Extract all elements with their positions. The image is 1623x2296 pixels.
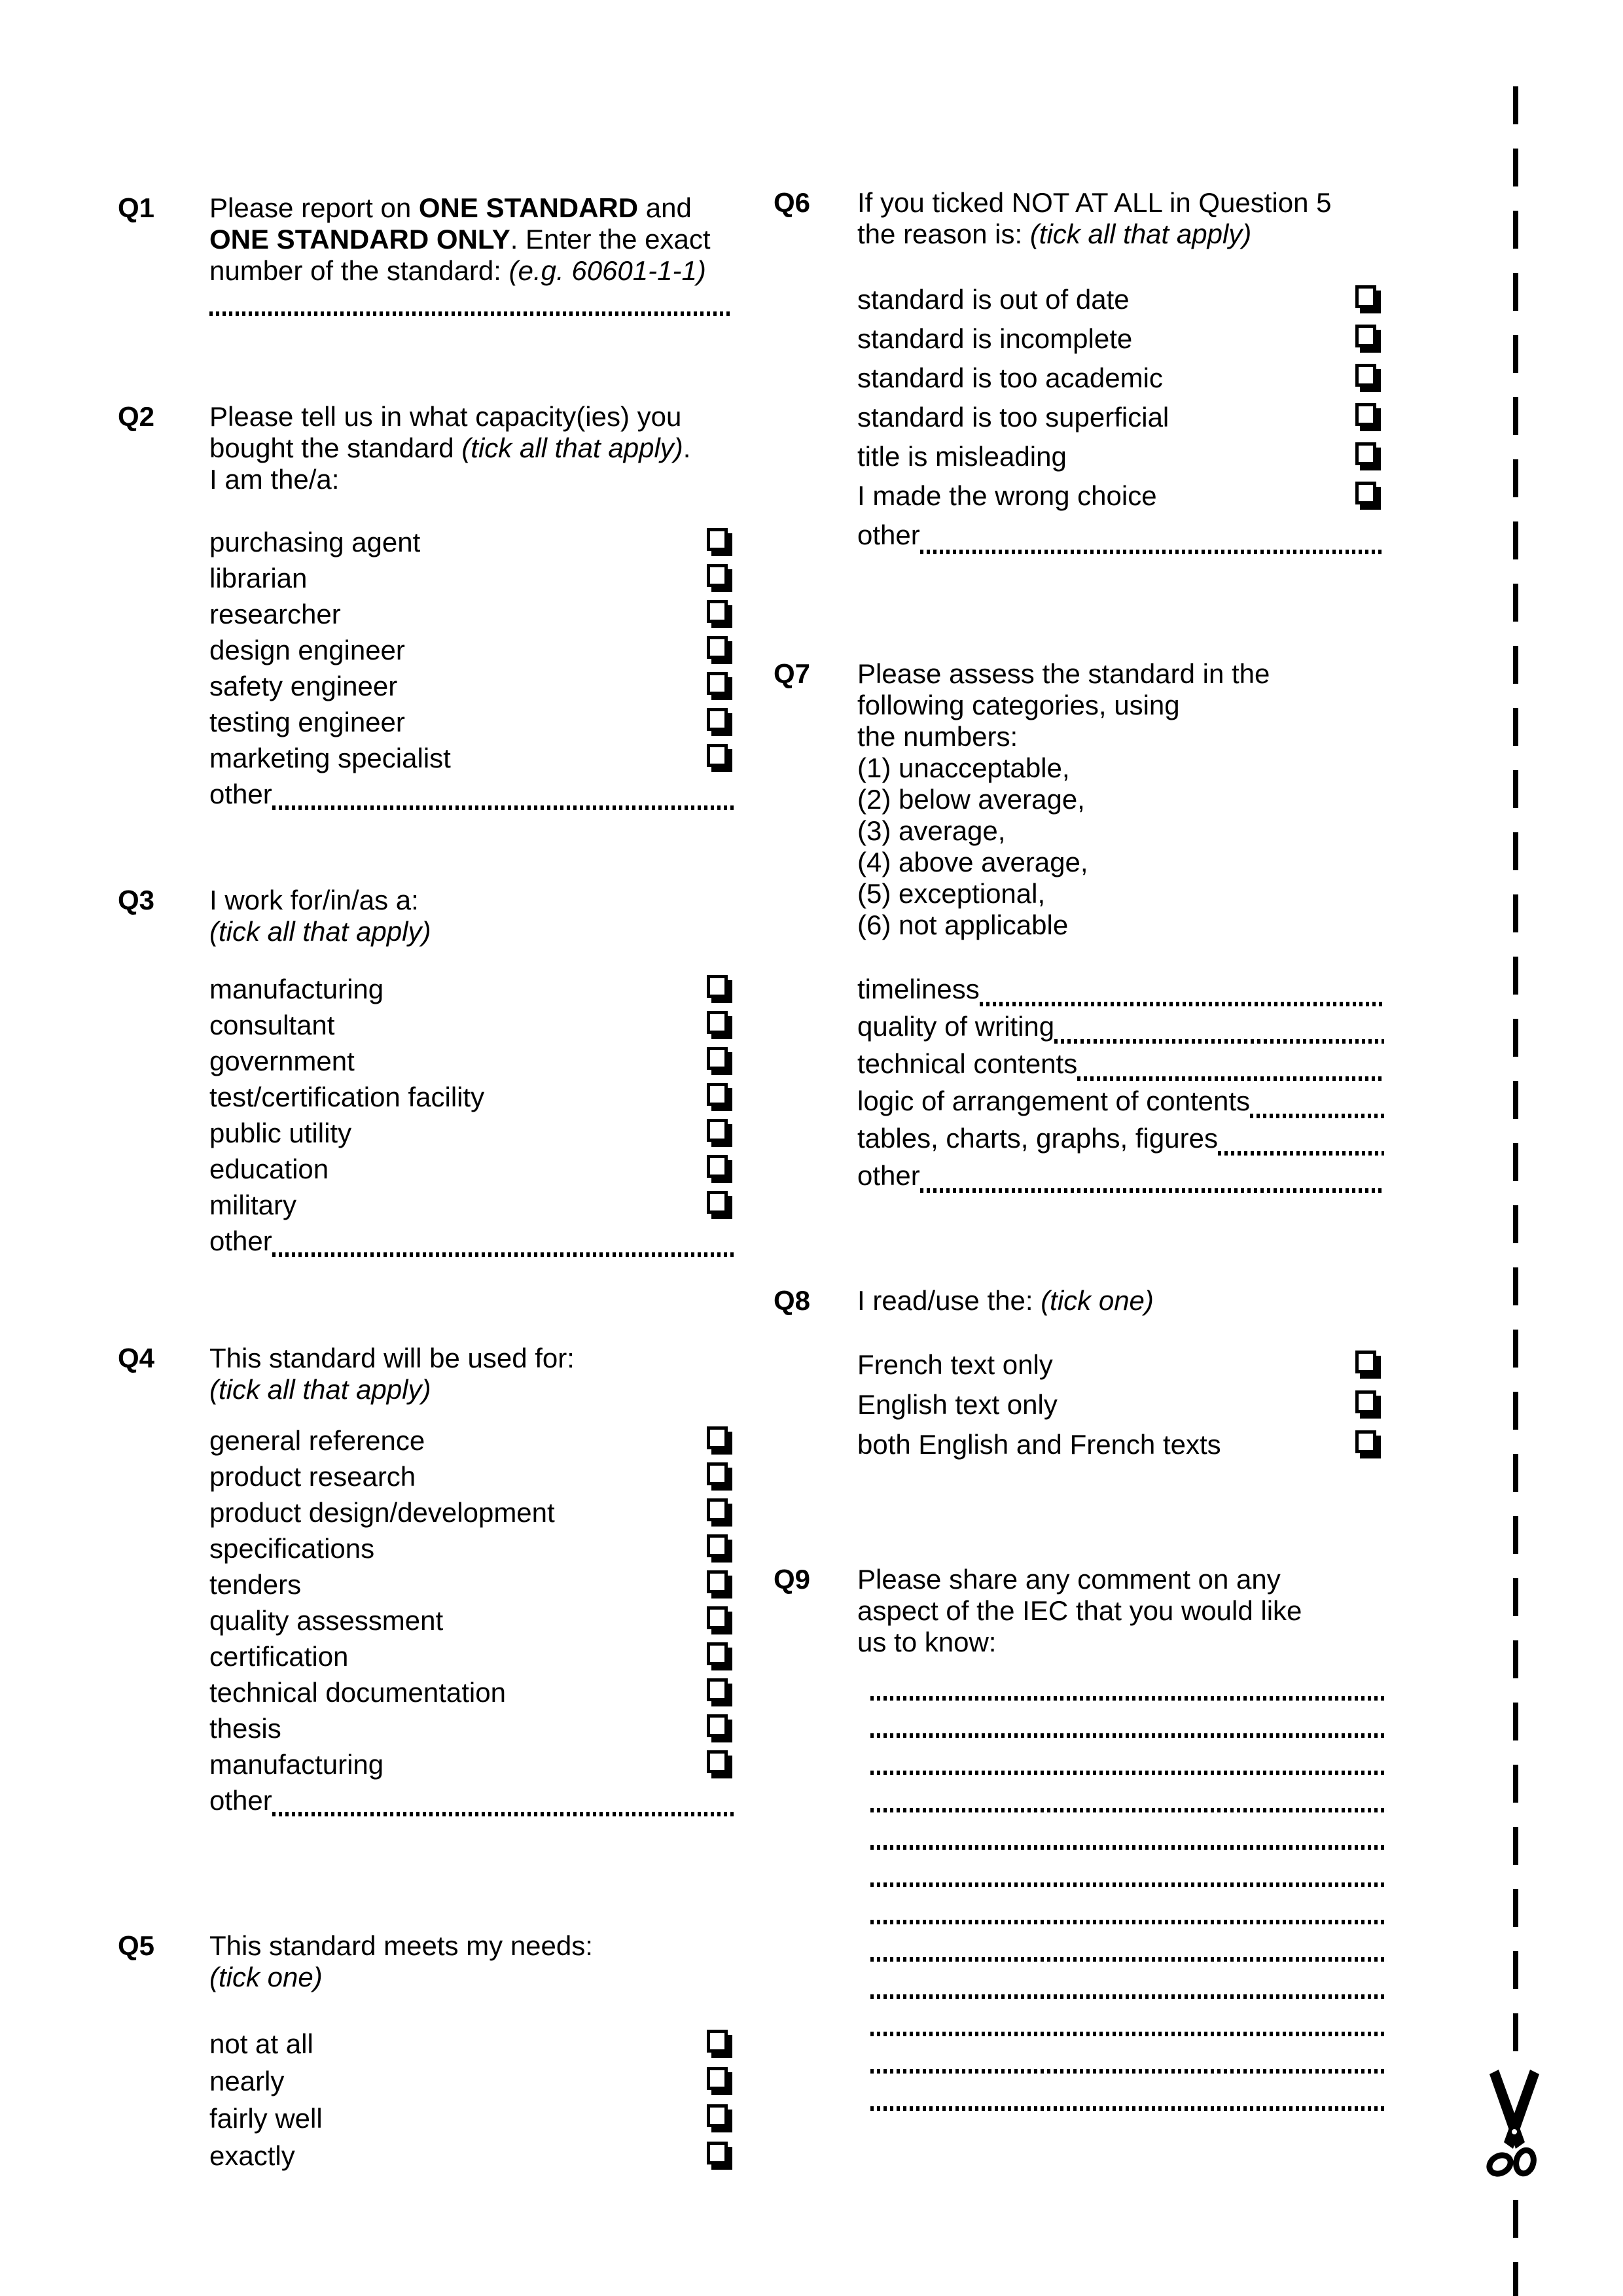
rating-item-label: logic of arrangement of contents xyxy=(857,1086,1251,1116)
question-text-line: following categories, using xyxy=(857,690,1180,720)
option-label: librarian xyxy=(209,563,308,593)
option-row xyxy=(209,563,736,599)
question-text-line xyxy=(209,433,736,464)
question-q2 xyxy=(118,401,736,815)
question-body xyxy=(857,1285,1384,1469)
rating-item-label: quality of writing xyxy=(857,1011,1055,1042)
option-label: I made the wrong choice xyxy=(857,480,1157,511)
option-label: researcher xyxy=(209,599,341,629)
question-text-line: I work for/in/as a: xyxy=(209,885,419,915)
comment-blank-line[interactable] xyxy=(870,1920,1384,1924)
checkbox[interactable] xyxy=(707,1119,728,1142)
comment-lines xyxy=(857,1696,1384,2111)
comment-blank-line[interactable] xyxy=(870,2032,1384,2036)
option-label: English text only xyxy=(857,1389,1058,1420)
comment-blank-line[interactable] xyxy=(870,2106,1384,2111)
question-number: Q8 xyxy=(774,1285,811,1316)
option-row xyxy=(209,2066,736,2103)
option-label: other xyxy=(209,1226,272,1256)
other-blank-line[interactable] xyxy=(272,1252,736,1257)
option-row xyxy=(857,1349,1384,1389)
question-body xyxy=(209,192,736,316)
text-run-italic: (e.g. 60601-1-1) xyxy=(508,255,706,286)
text-run-bold: ONE STANDARD ONLY xyxy=(209,224,510,255)
option-label: specifications xyxy=(209,1533,375,1564)
checkbox[interactable] xyxy=(1355,1430,1376,1453)
text-run-italic: (tick one) xyxy=(1041,1285,1154,1316)
option-label: manufacturing xyxy=(209,974,384,1004)
question-text-line xyxy=(209,192,736,224)
option-label: other xyxy=(209,779,272,809)
question-number: Q1 xyxy=(118,192,155,223)
checkbox[interactable] xyxy=(707,2030,728,2053)
comment-blank-line[interactable] xyxy=(870,1994,1384,1999)
text-run: the reason is: xyxy=(857,219,1030,249)
checkbox[interactable] xyxy=(707,1083,728,1106)
option-row xyxy=(209,2028,736,2066)
option-label: education xyxy=(209,1154,329,1184)
question-q4 xyxy=(118,1343,736,1821)
option-row xyxy=(209,1046,736,1082)
question-text-line: (5) exceptional, xyxy=(857,878,1046,909)
other-blank-line[interactable] xyxy=(272,805,736,810)
text-run-bold: ONE STANDARD xyxy=(418,192,639,223)
rating-blank-line[interactable] xyxy=(1218,1151,1384,1156)
question-body xyxy=(209,1930,736,2178)
text-run: . xyxy=(683,433,691,463)
question-text-line: If you ticked NOT AT ALL in Question 5 xyxy=(857,187,1332,218)
question-number: Q5 xyxy=(118,1930,155,1961)
option-label: tenders xyxy=(209,1569,302,1600)
option-row xyxy=(209,671,736,707)
comment-blank-line[interactable] xyxy=(870,1957,1384,1962)
rating-blank-line[interactable] xyxy=(1054,1039,1384,1044)
question-q6 xyxy=(774,187,1384,559)
question-text-line xyxy=(857,219,1384,250)
rating-item-row xyxy=(857,1160,1384,1197)
option-row xyxy=(209,1010,736,1046)
checkbox[interactable] xyxy=(707,708,728,731)
option-row xyxy=(857,402,1384,441)
option-label: other xyxy=(857,520,920,550)
question-text-line: This standard meets my needs: xyxy=(209,1930,593,1961)
option-row-other xyxy=(209,1785,736,1821)
question-text-line: the numbers: xyxy=(857,721,1018,752)
question-text-line-italic: (tick all that apply) xyxy=(209,1374,431,1405)
option-row xyxy=(857,441,1384,480)
option-label: standard is out of date xyxy=(857,284,1130,315)
rating-blank-line[interactable] xyxy=(920,1188,1384,1193)
option-row xyxy=(209,599,736,635)
option-label: test/certification facility xyxy=(209,1082,485,1112)
checkbox[interactable] xyxy=(707,1714,728,1737)
question-text-line: I am the/a: xyxy=(209,464,340,495)
option-list xyxy=(209,974,736,1262)
question-text-line: aspect of the IEC that you would like xyxy=(857,1595,1302,1626)
rating-item-row xyxy=(857,1086,1384,1123)
option-label: general reference xyxy=(209,1425,425,1456)
checkbox[interactable] xyxy=(707,1462,728,1485)
option-label: testing engineer xyxy=(209,707,405,737)
comment-blank-line[interactable] xyxy=(870,1845,1384,1850)
text-run-italic: (tick all that apply) xyxy=(1029,219,1252,249)
option-row xyxy=(209,635,736,671)
option-label: fairly well xyxy=(209,2103,323,2134)
checkbox[interactable] xyxy=(707,1498,728,1521)
rating-blank-line[interactable] xyxy=(1250,1114,1384,1118)
other-blank-line[interactable] xyxy=(920,550,1384,554)
question-text-line: (1) unacceptable, xyxy=(857,752,1070,783)
option-label: product research xyxy=(209,1461,416,1492)
option-label: safety engineer xyxy=(209,671,398,701)
checkbox[interactable] xyxy=(707,744,728,767)
comment-blank-line[interactable] xyxy=(870,1771,1384,1775)
question-text-line: (2) below average, xyxy=(857,784,1085,815)
option-row-other xyxy=(857,520,1384,559)
question-text-line: Please tell us in what capacity(ies) you xyxy=(209,401,682,432)
option-row xyxy=(209,527,736,563)
checkbox[interactable] xyxy=(707,1047,728,1070)
comment-blank-line[interactable] xyxy=(870,2069,1384,2074)
checkbox[interactable] xyxy=(707,1570,728,1593)
checkbox[interactable] xyxy=(707,600,728,623)
checkbox[interactable] xyxy=(1355,285,1376,308)
option-label: other xyxy=(209,1785,272,1816)
checkbox[interactable] xyxy=(707,1750,728,1773)
question-text-line: (3) average, xyxy=(857,815,1006,846)
text-run-italic: (tick all that apply) xyxy=(461,433,683,463)
option-row xyxy=(209,1425,736,1461)
question-text-line xyxy=(209,255,736,287)
option-row xyxy=(209,1190,736,1226)
question-body xyxy=(857,187,1384,559)
question-q1 xyxy=(118,192,736,316)
checkbox[interactable] xyxy=(707,975,728,998)
rating-item-label: tables, charts, graphs, figures xyxy=(857,1123,1218,1154)
checkbox[interactable] xyxy=(707,1678,728,1701)
option-row xyxy=(209,1605,736,1641)
checkbox[interactable] xyxy=(1355,364,1376,387)
option-row xyxy=(857,480,1384,520)
question-text-line-italic: (tick all that apply) xyxy=(209,916,431,947)
option-label: both English and French texts xyxy=(857,1429,1221,1460)
checkbox[interactable] xyxy=(707,1155,728,1178)
option-label: government xyxy=(209,1046,355,1076)
question-q9 xyxy=(774,1564,1384,2144)
rating-item-row xyxy=(857,1011,1384,1048)
option-row xyxy=(209,1641,736,1677)
option-row xyxy=(209,1497,736,1533)
rating-blank-line[interactable] xyxy=(1077,1076,1384,1081)
text-run: and xyxy=(638,192,692,223)
rating-item-row xyxy=(857,974,1384,1011)
standard-number-blank-line[interactable] xyxy=(209,311,733,316)
checkbox[interactable] xyxy=(707,636,728,659)
option-label: not at all xyxy=(209,2028,313,2059)
option-row xyxy=(209,974,736,1010)
rating-blank-line[interactable] xyxy=(980,1002,1384,1006)
question-number: Q2 xyxy=(118,401,155,432)
option-label: design engineer xyxy=(209,635,405,665)
question-body xyxy=(209,1343,736,1821)
option-label: thesis xyxy=(209,1713,281,1744)
question-text-line: Please assess the standard in the xyxy=(857,658,1270,689)
option-label: technical documentation xyxy=(209,1677,506,1708)
question-body xyxy=(857,1564,1384,2144)
checkbox[interactable] xyxy=(707,1606,728,1629)
option-label: title is misleading xyxy=(857,441,1067,472)
checkbox[interactable] xyxy=(707,2104,728,2127)
option-row xyxy=(209,1082,736,1118)
option-row xyxy=(209,1533,736,1569)
option-label: consultant xyxy=(209,1010,335,1040)
comment-blank-line[interactable] xyxy=(870,1733,1384,1738)
question-q8 xyxy=(774,1285,1384,1469)
option-row xyxy=(209,1118,736,1154)
option-label: product design/development xyxy=(209,1497,555,1528)
question-body xyxy=(857,658,1384,1197)
option-row xyxy=(857,1429,1384,1469)
question-text-line: Please share any comment on any xyxy=(857,1564,1281,1595)
option-row xyxy=(857,323,1384,362)
question-number: Q6 xyxy=(774,187,811,218)
checkbox[interactable] xyxy=(707,528,728,551)
option-label: standard is too academic xyxy=(857,362,1163,393)
option-row-other xyxy=(209,1226,736,1262)
comment-blank-line[interactable] xyxy=(870,1808,1384,1812)
option-row xyxy=(209,2140,736,2178)
text-run: Please report on xyxy=(209,192,419,223)
option-row xyxy=(209,1154,736,1190)
question-text-line: This standard will be used for: xyxy=(209,1343,575,1373)
option-label: marketing specialist xyxy=(209,743,451,773)
checkbox[interactable] xyxy=(1355,325,1376,347)
text-run: bought the standard xyxy=(209,433,462,463)
option-row xyxy=(209,2103,736,2140)
option-label: standard is too superficial xyxy=(857,402,1169,433)
option-label: manufacturing xyxy=(209,1749,384,1780)
text-run: I read/use the: xyxy=(857,1285,1041,1316)
rating-item-label: technical contents xyxy=(857,1048,1078,1079)
option-label: public utility xyxy=(209,1118,352,1148)
text-run: . Enter the exact xyxy=(510,224,711,255)
question-text-line-italic: (tick one) xyxy=(209,1962,323,1992)
checkbox[interactable] xyxy=(707,2067,728,2090)
option-row xyxy=(857,1389,1384,1429)
text-run: number of the standard: xyxy=(209,255,509,286)
rating-item-label: timeliness xyxy=(857,974,980,1004)
question-number: Q3 xyxy=(118,885,155,915)
checkbox[interactable] xyxy=(707,1191,728,1214)
question-number: Q7 xyxy=(774,658,811,689)
question-text-line xyxy=(857,1285,1384,1316)
checkbox[interactable] xyxy=(707,672,728,695)
rating-item-row xyxy=(857,1123,1384,1160)
option-label: French text only xyxy=(857,1349,1053,1380)
rating-item-list xyxy=(857,974,1384,1197)
question-text-line: (4) above average, xyxy=(857,847,1088,877)
checkbox[interactable] xyxy=(1355,442,1376,465)
cut-dashed-line xyxy=(1513,86,1518,2296)
rating-item-label: other xyxy=(857,1160,920,1191)
checkbox[interactable] xyxy=(1355,403,1376,426)
rating-item-row xyxy=(857,1048,1384,1086)
question-number: Q9 xyxy=(774,1564,811,1595)
option-row xyxy=(857,362,1384,402)
option-list xyxy=(209,527,736,815)
option-label: certification xyxy=(209,1641,349,1672)
option-label: purchasing agent xyxy=(209,527,421,557)
option-label: quality assessment xyxy=(209,1605,444,1636)
question-number: Q4 xyxy=(118,1343,155,1373)
comment-blank-line[interactable] xyxy=(870,1882,1384,1887)
question-q3 xyxy=(118,885,736,1262)
option-row xyxy=(857,284,1384,323)
option-row xyxy=(209,1713,736,1749)
checkbox[interactable] xyxy=(707,1426,728,1449)
option-row xyxy=(209,743,736,779)
option-row xyxy=(209,1461,736,1497)
option-list xyxy=(209,1425,736,1821)
option-list xyxy=(857,1349,1384,1469)
comment-blank-line[interactable] xyxy=(870,1696,1384,1701)
checkbox[interactable] xyxy=(707,1642,728,1665)
checkbox[interactable] xyxy=(1355,482,1376,504)
option-list xyxy=(209,2028,736,2178)
checkbox[interactable] xyxy=(1355,1390,1376,1413)
question-body xyxy=(209,885,736,1262)
other-blank-line[interactable] xyxy=(272,1812,736,1816)
question-text-line: us to know: xyxy=(857,1627,997,1657)
option-label: exactly xyxy=(209,2140,295,2171)
option-label: standard is incomplete xyxy=(857,323,1133,354)
question-body xyxy=(209,401,736,815)
option-row xyxy=(209,1677,736,1713)
question-q7 xyxy=(774,658,1384,1197)
option-label: military xyxy=(209,1190,296,1220)
scissors-icon xyxy=(1474,2066,1559,2184)
option-row-other xyxy=(209,779,736,815)
option-row xyxy=(209,1569,736,1605)
checkbox[interactable] xyxy=(707,2142,728,2164)
checkbox[interactable] xyxy=(707,564,728,587)
checkbox[interactable] xyxy=(707,1534,728,1557)
question-q5 xyxy=(118,1930,736,2178)
question-text-line: (6) not applicable xyxy=(857,910,1069,940)
option-row xyxy=(209,707,736,743)
checkbox[interactable] xyxy=(1355,1351,1376,1373)
option-label: nearly xyxy=(209,2066,285,2096)
checkbox[interactable] xyxy=(707,1011,728,1034)
option-row xyxy=(209,1749,736,1785)
option-list xyxy=(857,284,1384,559)
question-text-line xyxy=(209,224,736,255)
